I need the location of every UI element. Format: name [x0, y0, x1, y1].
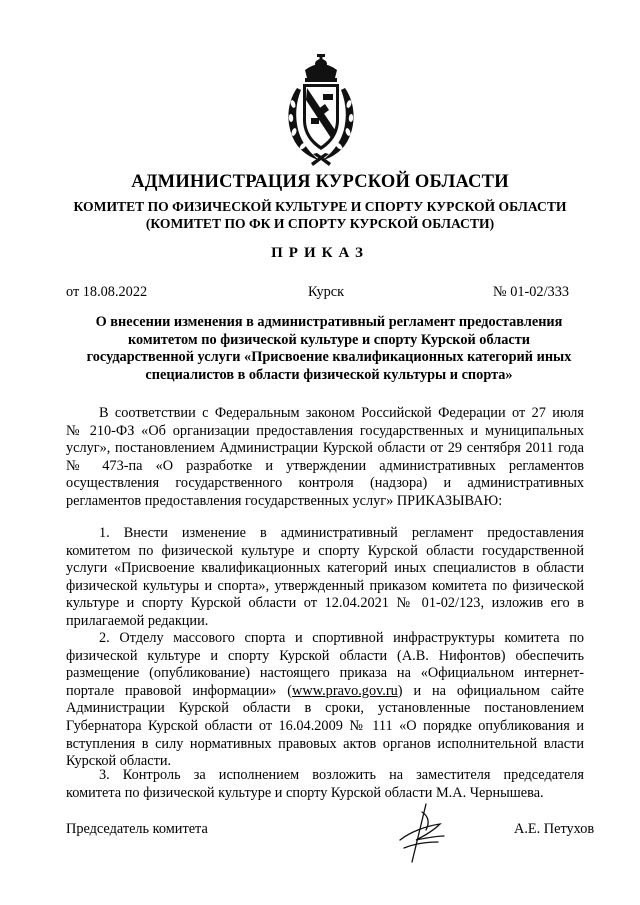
text-line: осуществления государственного контроля (надзора) и административных [66, 475, 584, 492]
subject-line: О внесении изменения в административный регламент предоставления [95, 314, 563, 330]
preamble-paragraph [66, 405, 584, 511]
order-date: от 18.08.2022 [66, 284, 148, 300]
document-type: ПРИКАЗ [271, 245, 369, 261]
text-line: № 210-ФЗ «Об организации предоставления государственных и муниципальных [66, 422, 584, 439]
text-line: размещение (опубликование) настоящего приказа на «Официальном интернет- [66, 665, 584, 682]
text-line: В соответствии с Федеральным законом Российской Федерации от 27 июля [99, 405, 584, 421]
order-subject [74, 314, 584, 384]
text-line [66, 683, 584, 701]
clause-3 [66, 767, 584, 802]
committee-title: КОМИТЕТ ПО ФИЗИЧЕСКОЙ КУЛЬТУРЕ И СПОРТУ КУРСКОЙ ОБЛАСТИ [73, 199, 567, 214]
text-line: культуре и спорту Курской области от 12.04.2021 № 01-02/123, изложив его в [66, 595, 584, 612]
text-line: 2. Отделу массового спорта и спортивной инфраструктуры комитета по [99, 630, 584, 646]
order-city: Курск [308, 284, 345, 300]
text-line: физической культуры и спорта», утвержденный приказом комитета по физической [66, 577, 584, 594]
coat-of-arms-icon [283, 54, 359, 166]
signatory-name: А.Е. Петухов [514, 821, 595, 837]
text-line: услуг», постановлением Администрации Курской области от 29 сентября 2011 года [66, 440, 584, 457]
subject-line: комитетом по физической культуре и спорту Курской области [127, 331, 531, 348]
subject-line: специалистов в области физической культуры и спорта» [145, 366, 513, 383]
clause-2 [66, 630, 584, 771]
text-line: физической культуре и спорту Курской области (А.В. Нифонтов) обеспечить [66, 647, 584, 664]
text-line: № 473-па «О разработке и утверждении административных регламентов [66, 457, 584, 474]
signatory-title: Председатель комитета [66, 821, 208, 837]
text-line: 3. Контроль за исполнением возложить на заместителя председателя [99, 767, 584, 783]
text-line: прилагаемой редакции. [66, 612, 209, 629]
pravo-link[interactable]: www.pravo.gov.ru [292, 682, 398, 699]
text-line: услуги «Присвоение квалификационных категорий иных специалистов в области [66, 560, 584, 577]
org-title: АДМИНИСТРАЦИЯ КУРСКОЙ ОБЛАСТИ [131, 172, 509, 192]
order-number: № 01-02/333 [493, 284, 569, 300]
text-fragment: ) и на официальном сайте [397, 682, 584, 699]
text-line: 1. Внести изменение в административный регламент предоставления [99, 525, 584, 541]
text-line: комитета по физической культуре и спорту Курской области М.А. Чернышева. [66, 784, 544, 801]
subject-line: государственной услуги «Присвоение квалификационных категорий иных [86, 349, 572, 366]
clause-1 [66, 525, 584, 631]
text-line: Администрации Курской области в сроки, установленные постановлением [66, 700, 584, 717]
text-line: комитетом по физической культуре и спорту Курской области государственной [66, 542, 584, 559]
text-fragment: портале правовой информации» ( [66, 682, 293, 699]
text-line: Губернатора Курской области от 16.04.2009 № 111 «О порядке опубликования и [66, 717, 584, 734]
text-line: регламентов предоставления государственных услуг» ПРИКАЗЫВАЮ: [66, 492, 503, 509]
handwritten-signature-icon [396, 802, 446, 864]
text-line: Курской области. [66, 753, 172, 770]
committee-short-title: (КОМИТЕТ ПО ФК И СПОРТУ КУРСКОЙ ОБЛАСТИ) [145, 216, 495, 231]
text-line: вступления в силу нормативных правовых актов органов исполнительной власти [66, 735, 584, 752]
